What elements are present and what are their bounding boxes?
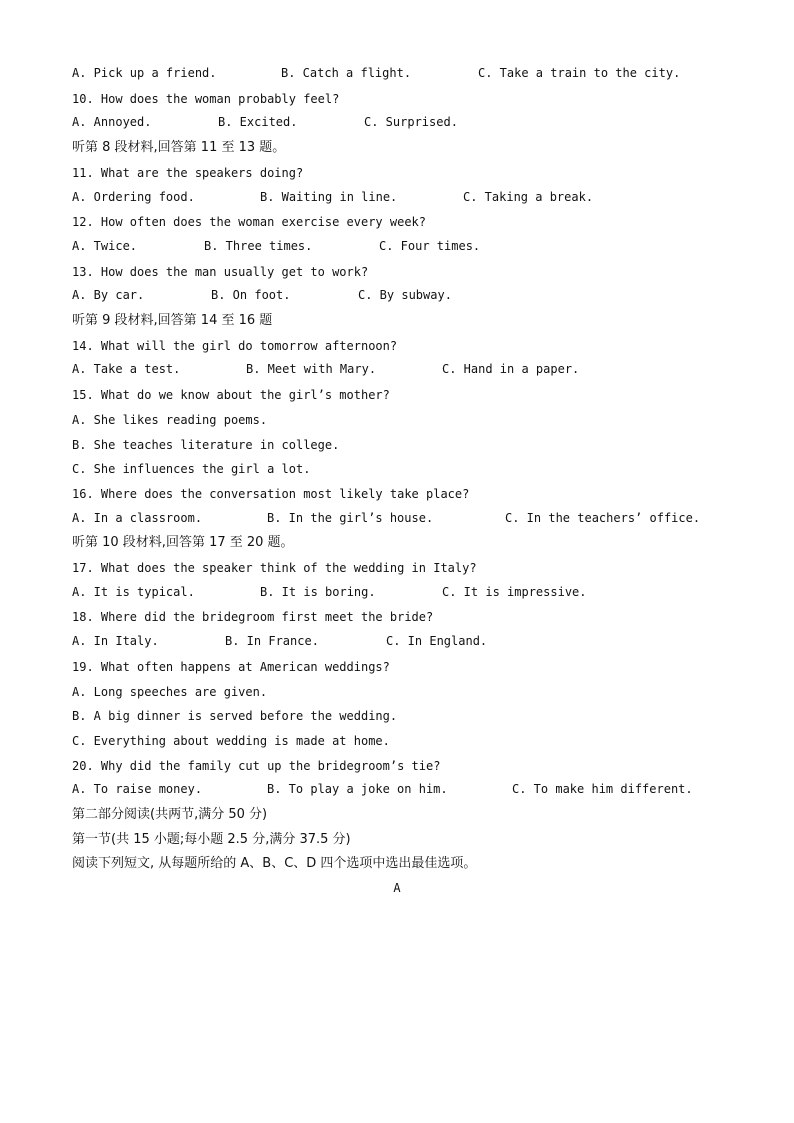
answer-option: B. On foot. (211, 288, 291, 303)
answer-option: B. In France. (225, 634, 319, 649)
answer-option: A. Twice. (72, 238, 138, 253)
answer-option: C. It is impressive. (442, 584, 587, 599)
answer-option: A. In Italy. (72, 634, 159, 649)
answer-option: C. Surprised. (364, 115, 458, 130)
options-row (0, 634, 794, 650)
section-instruction: 阅读下列短文, 从每题所给的 A、B、C、D 四个选项中选出最佳选项。 (72, 856, 477, 872)
options-row (0, 585, 794, 601)
question-line: 13. How does the man usually get to work? (72, 264, 369, 279)
section-instruction: 听第 10 段材料,回答第 17 至 20 题。 (72, 535, 294, 551)
answer-option: B. It is boring. (260, 584, 376, 599)
answer-option: C. By subway. (358, 288, 452, 303)
answer-option: A. Pick up a friend. (72, 66, 217, 80)
answer-option: A. To raise money. (72, 782, 203, 797)
answer-option: C. Take a train to the city. (478, 66, 681, 80)
answer-option: A. Take a test. (72, 362, 181, 377)
question-line: 11. What are the speakers doing? (72, 165, 304, 180)
answer-option: B. Meet with Mary. (246, 362, 377, 377)
options-row (0, 190, 794, 206)
answer-option: C. To make him different. (512, 782, 693, 797)
answer-option: C. Hand in a paper. (442, 362, 580, 377)
answer-option: A. In a classroom. (72, 510, 203, 525)
options-row (0, 66, 794, 82)
answer-option: B. Waiting in line. (260, 189, 398, 204)
answer-option: B. Catch a flight. (281, 66, 412, 80)
section-instruction: 第一节(共 15 小题;每小题 2.5 分,满分 37.5 分) (72, 831, 351, 847)
question-line: 18. Where did the bridegroom first meet the bride? (72, 610, 434, 625)
options-row (0, 288, 794, 304)
question-line: 14. What will the girl do tomorrow afternoon? (72, 338, 398, 353)
answer-option: C. In England. (386, 634, 488, 649)
question-line: 16. Where does the conversation most likely take place? (72, 486, 470, 501)
question-line: 19. What often happens at American weddings? (72, 659, 390, 674)
options-row (0, 362, 794, 378)
question-line: 15. What do we know about the girl’s mother? (72, 388, 390, 403)
question-line: 12. How often does the woman exercise every week? (72, 215, 427, 230)
options-row (0, 782, 794, 798)
answer-option: B. In the girl’s house. (267, 510, 434, 525)
question-line: A. She likes reading poems. (72, 412, 268, 427)
answer-option: A. Annoyed. (72, 115, 152, 130)
question-line: 20. Why did the family cut up the bridegroom’s tie? (72, 758, 441, 773)
question-line: 17. What does the speaker think of the wedding in Italy? (72, 561, 477, 575)
question-line: B. A big dinner is served before the wedding. (72, 709, 398, 724)
answer-option: C. Four times. (379, 238, 481, 253)
question-line: C. Everything about wedding is made at home. (72, 733, 390, 748)
section-instruction: 听第 9 段材料,回答第 14 至 16 题 (72, 313, 273, 328)
question-line: 10. How does the woman probably feel? (72, 91, 340, 106)
options-row (0, 115, 794, 131)
question-line: A. Long speeches are given. (72, 684, 268, 699)
passage-label: A (393, 881, 401, 896)
answer-option: A. It is typical. (72, 584, 195, 599)
options-row (0, 239, 794, 255)
answer-option: C. Taking a break. (463, 189, 594, 204)
options-row (0, 511, 794, 527)
section-instruction: 听第 8 段材料,回答第 11 至 13 题。 (72, 140, 286, 156)
answer-option: B. Excited. (218, 115, 298, 130)
answer-option: B. Three times. (204, 238, 313, 253)
question-line: B. She teaches literature in college. (72, 437, 340, 452)
answer-option: C. In the teachers’ office. (505, 510, 701, 525)
answer-option: A. Ordering food. (72, 189, 195, 204)
question-line: C. She influences the girl a lot. (72, 462, 311, 477)
section-instruction: 第二部分阅读(共两节,满分 50 分) (72, 807, 268, 822)
answer-option: A. By car. (72, 288, 145, 303)
answer-option: B. To play a joke on him. (267, 782, 448, 797)
